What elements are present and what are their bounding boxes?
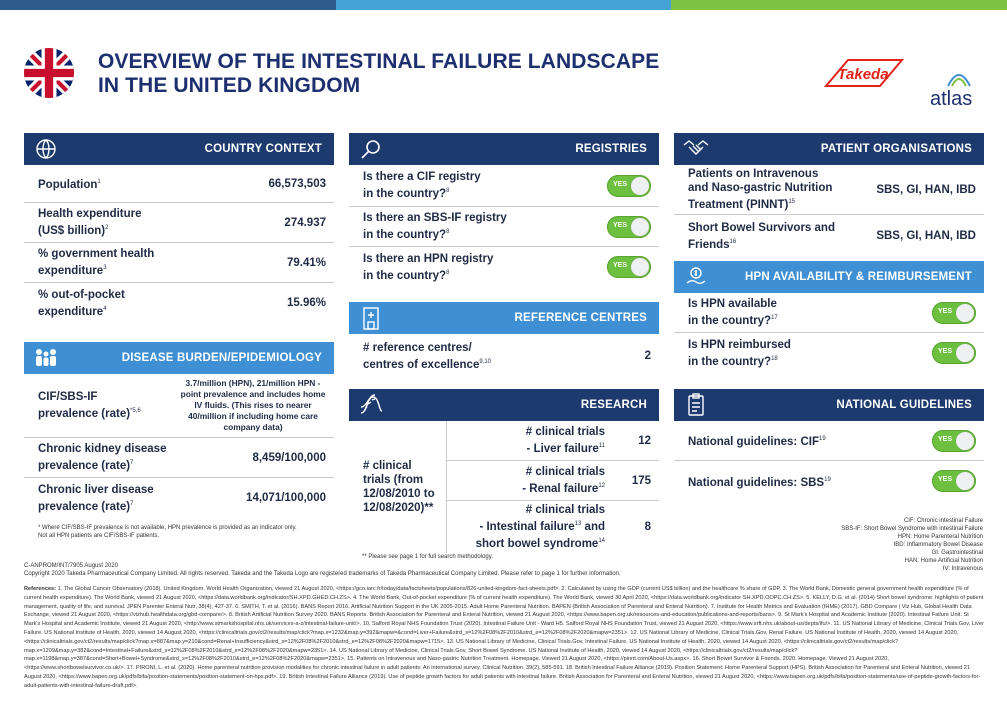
sbs-registry-toggle: YES [607, 216, 651, 238]
money-hand-icon [682, 263, 710, 291]
hpn-reimbursed-toggle: YES [932, 342, 976, 364]
abbreviation-item: IBD: Inflammatory Bowel Disease [893, 542, 983, 548]
health-expenditure-row [24, 203, 334, 243]
abbreviation-item: SBS-IF: Short Bowel Syndrome with intestinal Failure [841, 526, 983, 532]
hospital-icon [357, 304, 385, 332]
guidelines-sbs-row [674, 461, 984, 501]
abbreviation-item: IV: Intravenous [942, 566, 983, 572]
disease-burden-title: DISEASE BURDEN/EPIDEMIOLOGY [121, 352, 322, 364]
handshake-icon [682, 135, 710, 163]
abbreviation-item: HAN: Home Artificial Nutrition [904, 558, 983, 564]
patient-organisations-card [674, 133, 984, 257]
patient-organisations-title: PATIENT ORGANISATIONS [820, 143, 972, 155]
country-context-card [24, 133, 334, 323]
registries-header [349, 133, 659, 165]
legal-copyright: Copyright 2020 Takeda Pharmaceutical Company Limited. All rights reserved. Takeda and the Takeda Logo are registered trademarks of Takeda Pharmaceutical Company Limited. Please refer to page 1 for further information. [24, 571, 621, 577]
hpn-availability-card [674, 261, 984, 373]
hpn-reimbursed-row [674, 333, 984, 373]
renal-trials-row [447, 461, 659, 501]
national-guidelines-card [674, 389, 984, 501]
cif-registry-toggle: YES [607, 175, 651, 197]
short-bowel-survivors-label: Short Bowel Survivors and Friends$^{16}$ [688, 221, 835, 251]
ckd-prevalence-row [24, 438, 334, 478]
cif-prevalence-value: 3.7/million (HPN), 21/million HPN - point prevalence and includes home IV fluids. (This rises to nearer 40/million if including home care company data) [180, 378, 326, 432]
ckd-prevalence-label: Chronic kidney disease prevalence (rate)$^7$ [38, 443, 167, 472]
guidelines-sbs-label: National guidelines: SBS$^{19}$ [688, 476, 831, 489]
clipboard-icon [682, 391, 710, 419]
disease-burden-footnote-2: Not all HPN patients are CIF/SBS-IF patients. [38, 533, 160, 539]
liver-trials-value: 12 [638, 434, 651, 447]
cif-registry-row [349, 165, 659, 207]
national-guidelines-title: NATIONAL GUIDELINES [836, 399, 972, 411]
research-period-line-2: trials (from [363, 474, 424, 486]
research-period-line-4: 12/08/2020)** [363, 502, 434, 514]
health-expenditure-label: Health expenditure (US$ billion)$^2$ [38, 208, 142, 237]
references-text: 1. The Global Cancer Observatory (2018). United Kingdom, World Health Organization, viewed 21 August 2020, <https://gco.iarc.fr/today/data/factsheets/populations/826-united-kingdom-fact-sheets.pdf>. 2. Calculated by using the GDP (current US$ billion) and the healthcare % share of GDP. 3. The World Bank, Domestic general government health expenditure (% of current health expenditure). The World Bank, viewed 21 August 2020, <https://data.worldbank.org/indicator/SH.XPD.GHED.CH.ZS>. 4. The World Bank, Out-of-pocket expenditure (% of current health expenditure). The World Bank, viewed 30 April 2020, <https://data.worldbank.org/indicator SH.XPD.OOPC.CH.ZS>. 5. KELLY, D.G. et al. (2014) Short bowel syndrome: highlights of patient management, quality of life, and survival. JPEN Parenter Enteral Nutr, 38(4), 427-37. 6. SMITH, T. et al. (2016). BANS Report 2016. Artificial Nutrition Support in the UK 2005-2015. Adult Home Parenteral Nutrition. BAPEN (British Association of Parenteral and Enteral Nutrition). 7. Institute for Health Metrics and Evaluation (IHME) (2017). GBD Compare | Viz Hub, Global Health Data Exchange, viewed 21 August 2020, <https://vizhub.healthdata.org/gbd-compare/>. 8. British Artificial Nutrition Survey 2020. BANS Reports. British Association for Parenteral and Enteral Nutrition, viewed 21 August 2020, <https://www.bapen.org.uk/resources-and-education/publications-and-reports/bans>. 9. St Mark's Hospital and Academic Institute (2020). Intestinal Failure Unit. St Mark's Hospital and Academic Institute, viewed 21 August 2020, <http://www.stmarkshospital.nhs.uk/services-a-z/intestinal-failure-unit/>. 10. Salford Royal NHS Foundation Trust (2020). Intestinal Failure Unit - Ward H5. Salford Royal NHS Foundation Trust, viewed 21 August 2020, <https://www.srft.nhs.uk/about-us/depts/ifu/>. 11. US National Library of Medicine, Clinical Trials.Gov, Liver Failure. US National Institute of Health, 2020, viewed 14 August 2020, <https://clinicaltrials.gov/ct2/results/map/click?map.x=1232&map.y=392&mapw=&cond=Liver+Failure&strd_s=12%2F08%2F2010&strd_e=12%2F08%2F2020&mapw=2351>. 12. US National Library of Medicine, Clinical Trials.Gov, Renal Failure. US National Institute of Health, 2020, viewed 14 August 2020, <https://clinicaltrials.gov/ct2/results/map/click?map.x=887&map.y=210&cond=Renal+Insufficiency&strd_s=12%2F08%2F2010&strd_e=12%2F08%2F2020&mapw=1715>. 13. US National Library of Medicine, Clinical Trials.Gov, Intestinal Failure. US National Institute of Health, 2020, viewed 14 August 2020, <https://clinicaltrials.gov/ct2/results/map/click?map.x=1209&map.y=382&cond=Intestinal+Failure&strd_s=12%2F08%2F2010&strd_e=12%2F08%2F2020&mapw=2351>. 14. US National Library of Medicine, Clinical Trials.Gov, Short Bowel Syndrome. US National Institute of Health, 2020, viewed 14 August 2020, <https://clinicaltrials.gov/ct2/results/map/click?map.x=1198&map.y=387&cond=Short+Bowel+Syndrome&strd_s=12%2F08%2F2010&strd_e=12%2F08%2F2020&mapw=2351>. 15. Patients on Intravenous and Naso-gastric Nutrition Treatment. Homepage. Viewed 21 August 2020, <https://pinnt.com/About-Us.aspx>. 16. Short Bowel Survivor & Friends. 2020. Homepage. Viewed 21 August 2020, <https://www.shortbowelsurvivor.co.uk/>. 17. PIRONI, L. et al. (2020). Home parenteral nutrition provision modalities for chronic intestinal failure in adult patients: An international survey. Clinical Nutrition. 39(2), 585-591. 18. British Intestinal Failure Alliance (2019). Position Statement: Home Parenteral Support (HPS). British Association for Parenteral and Enteral Nutrition, viewed 21 August 2020, <https://www.bapen.org.uk/pdfs/bifa/position-statements/position-statement-on-hps.pdf>. 19. British Intestinal Failure Alliance (2019). Use of peptide growth factors for adult patients with intestinal failure. British Association for Parenteral and Enteral Nutrition, viewed 21 August 2020, <https://www.bapen.org.uk/pdfs/bifa/position-statements/use-of-peptide-growth-factors-for-adult-patients-with-intestinal-failure-draft.pdf>. [24, 586, 984, 689]
pinnt-value: SBS, GI, HAN, IBD [876, 183, 976, 196]
cif-registry-label: Is there a CIF registry in the country?$^8$ [363, 171, 481, 200]
disease-burden-header [24, 342, 334, 374]
takeda-logo-text: Takeda [837, 66, 889, 83]
liver-trials-label: # clinical trials - Liver failure$^{11}$ [525, 426, 605, 455]
liver-prevalence-label: Chronic liver disease prevalence (rate)$^7$ [38, 483, 154, 513]
government-health-expenditure-row [24, 243, 334, 283]
renal-trials-label: # clinical trials - Renal failure$^{12}$ [522, 466, 605, 495]
cif-prevalence-label: CIF/SBS-IF prevalence (rate)$^{*5,6}$ [38, 391, 141, 420]
population-label: Population$^1$ [38, 178, 101, 191]
page-title [98, 50, 659, 98]
population-value: 66,573,503 [268, 177, 326, 190]
guidelines-cif-label: National guidelines: CIF$^{19}$ [688, 435, 826, 448]
atlas-logo-mark-icon [946, 68, 972, 88]
legal-code: C-ANPROM/INT/7905 August 2020 [24, 563, 119, 569]
top-bar-segment-green [671, 0, 1007, 10]
hpn-reimbursed-label: Is HPN reimbursed in the country?$^{18}$ [688, 338, 791, 368]
takeda-logo [818, 58, 904, 90]
uk-flag-icon [24, 48, 74, 98]
hpn-registry-row [349, 247, 659, 287]
research-card [349, 389, 659, 553]
research-period-label [349, 421, 447, 553]
legal-block [24, 562, 621, 578]
hpn-available-row [674, 293, 984, 333]
research-period-line-1: # clinical [363, 460, 412, 472]
reference-centres-card [349, 302, 659, 378]
liver-trials-row [447, 421, 659, 461]
globe-icon [32, 135, 60, 163]
renal-trials-value: 175 [631, 474, 651, 487]
intestinal-trials-value: 8 [644, 521, 651, 533]
reference-centres-value: 2 [644, 350, 651, 362]
guidelines-sbs-toggle: YES [932, 470, 976, 492]
page-title-line-2: IN THE UNITED KINGDOM [98, 74, 361, 97]
sbs-registry-row [349, 207, 659, 247]
hpn-registry-label: Is there an HPN registry in the country?$^8$ [363, 252, 494, 282]
out-of-pocket-value: 15.96% [286, 297, 326, 309]
ckd-prevalence-value: 8,459/100,000 [252, 451, 326, 464]
abbreviation-item: CIF: Chronic intestinal Failure [903, 518, 983, 524]
national-guidelines-header [674, 389, 984, 421]
people-icon [32, 344, 60, 372]
disease-burden-footnote-1: * Where CIF/SBS-IF prevalence is not available, HPN prevalence is provided as an indicator only. [38, 525, 297, 531]
disease-burden-footnote [38, 524, 297, 540]
registries-card [349, 133, 659, 287]
disease-burden-card [24, 342, 334, 518]
hpn-available-toggle: YES [932, 302, 976, 324]
pinnt-row [674, 165, 984, 215]
reference-centres-label: # reference centres/ centres of excellence$^{9,10}$ [363, 341, 492, 371]
references-block [24, 585, 984, 691]
health-expenditure-value: 274.937 [284, 216, 326, 229]
short-bowel-survivors-value: SBS, GI, HAN, IBD [876, 230, 976, 242]
out-of-pocket-label: % out-of-pocket expenditure$^4$ [38, 288, 125, 318]
hpn-registry-toggle: YES [607, 256, 651, 278]
atlas-logo-text: atlas [930, 88, 973, 110]
research-body [349, 421, 659, 553]
hpn-availability-title: HPN AVAILABILITY & REIMBURSEMENT [744, 271, 972, 283]
magnifier-icon [357, 135, 385, 163]
liver-prevalence-row [24, 478, 334, 518]
intestinal-trials-row [447, 501, 659, 553]
patient-organisations-header [674, 133, 984, 165]
abbreviation-item: HPN: Home Parenteral Nutrition [897, 534, 983, 540]
research-period-line-3: 12/08/2010 to [363, 488, 435, 500]
top-bar-segment-navy [0, 0, 336, 10]
hpn-available-label: Is HPN available in the country?$^{17}$ [688, 298, 778, 327]
guidelines-cif-toggle: YES [932, 430, 976, 452]
dna-icon [357, 391, 385, 419]
abbreviation-item: GI: Gastrointestinal [931, 550, 983, 556]
guidelines-cif-row [674, 421, 984, 461]
research-header [349, 389, 659, 421]
pinnt-label: Patients on Intravenous and Naso-gastric Nutrition Treatment (PINNT)$^{15}$ [688, 168, 833, 211]
references-title: References: [24, 586, 57, 592]
research-title: RESEARCH [580, 399, 647, 411]
research-footnote: ** Please see page 1 for full search methodology. [362, 554, 493, 560]
country-context-header [24, 133, 334, 165]
intestinal-trials-label: # clinical trials - Intestinal failure$^{13}$ and short bowel syndrome$^{14}$ [475, 504, 605, 550]
top-color-bar [0, 0, 1007, 10]
government-health-expenditure-value: 79.41% [286, 256, 326, 269]
hpn-availability-header [674, 261, 984, 293]
population-row [24, 165, 334, 203]
short-bowel-survivors-row [674, 215, 984, 257]
abbreviations-list [841, 517, 983, 573]
out-of-pocket-row [24, 283, 334, 323]
country-context-title: COUNTRY CONTEXT [204, 143, 322, 155]
government-health-expenditure-label: % government health expenditure$^3$ [38, 248, 155, 277]
page-title-line-1: OVERVIEW OF THE INTESTINAL FAILURE LANDSCAPE [98, 50, 660, 73]
liver-prevalence-value: 14,071/100,000 [246, 492, 326, 504]
registries-title: REGISTRIES [575, 143, 647, 155]
reference-centres-header [349, 302, 659, 334]
sbs-registry-label: Is there an SBS-IF registry in the country?$^8$ [363, 212, 507, 241]
research-trials-list [447, 421, 659, 553]
cif-prevalence-row [24, 374, 334, 438]
top-bar-segment-blue [336, 0, 672, 10]
reference-centres-title: REFERENCE CENTRES [514, 312, 647, 324]
reference-centres-row [349, 334, 659, 378]
